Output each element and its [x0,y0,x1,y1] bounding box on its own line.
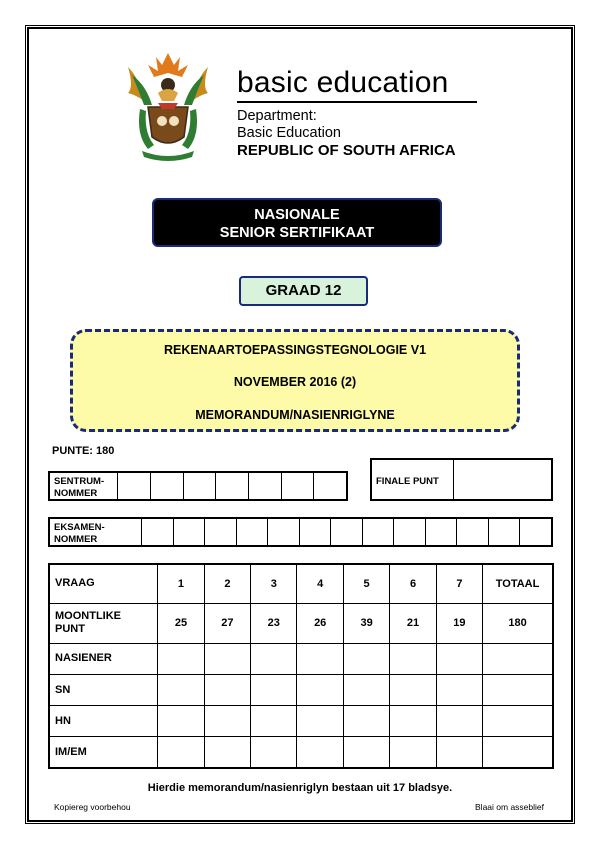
document-type: MEMORANDUM/NASIENRIGLYNE [195,408,395,422]
table-row [49,603,553,643]
centre-number-cell [249,473,282,499]
marks-table [48,563,554,769]
total-header: TOTAAL [483,564,553,603]
possible-mark-total: 180 [483,603,553,643]
exam-session: NOVEMBER 2016 (2) [233,375,357,389]
table-row [49,706,553,737]
exam-number-field [48,517,553,547]
question-number: 7 [436,564,482,603]
centre-number-label: SENTRUM- NOMMER [50,473,118,499]
table-row [49,675,553,706]
subject-title: REKENAARTOEPASSINGSTEGNOLOGIE V1 [163,343,427,357]
question-number: 1 [158,564,204,603]
brand-underline [237,101,477,103]
exam-number-cell [331,519,363,545]
exam-number-cell [426,519,458,545]
centre-number-cell [282,473,315,499]
question-number: 2 [204,564,250,603]
brand-title: basic education [237,66,449,99]
exam-number-cell [174,519,206,545]
centre-number-cell [314,473,346,499]
page-count-note: Hierdie memorandum/nasienriglyn bestaan uit 17 bladsye. [147,782,453,794]
sn-row-label: SN [49,675,158,706]
dept-label: Department: [237,108,317,124]
table-row [49,643,553,674]
exam-number-cell [237,519,269,545]
question-header-label: VRAAG [49,564,158,603]
centre-number-cell [118,473,151,499]
table-row [49,564,553,603]
exam-number-cell [363,519,395,545]
total-marks-label: PUNTE: 180 [52,445,115,457]
subject-box [70,329,520,432]
country-name: REPUBLIC OF SOUTH AFRICA [237,142,456,159]
dept-name: Basic Education [237,125,341,141]
question-number: 4 [297,564,343,603]
nss-line-1: NASIONALE [254,207,340,223]
possible-mark: 27 [204,603,250,643]
exam-number-cell [457,519,489,545]
centre-number-cell [216,473,249,499]
centre-number-cell [151,473,184,499]
table-row [49,737,553,768]
final-mark-field [370,458,553,501]
marker-row-label: NASIENER [49,643,158,674]
possible-mark: 19 [436,603,482,643]
exam-number-cell [142,519,174,545]
possible-mark: 23 [251,603,297,643]
copyright-text: Kopiereg voorbehou [54,802,131,812]
exam-number-cell [394,519,426,545]
turn-over-text: Blaai om asseblief [475,802,544,812]
exam-number-cell [205,519,237,545]
possible-marks-label: MOONTLIKE PUNT [49,603,158,643]
exam-number-label: EKSAMEN- NOMMER [50,519,142,545]
hn-row-label: HN [49,706,158,737]
possible-mark: 26 [297,603,343,643]
question-number: 6 [390,564,436,603]
centre-number-field [48,471,348,501]
exam-number-cell [268,519,300,545]
question-number: 3 [251,564,297,603]
possible-mark: 25 [158,603,204,643]
imem-row-label: IM/EM [49,737,158,768]
final-mark-cell [454,460,551,499]
nss-banner [152,198,442,247]
possible-mark: 21 [390,603,436,643]
exam-number-cell [520,519,551,545]
final-mark-label: FINALE PUNT [372,460,454,499]
question-number: 5 [343,564,389,603]
coat-of-arms-icon [118,45,218,165]
exam-number-cell [489,519,521,545]
exam-number-cell [300,519,332,545]
centre-number-cell [184,473,217,499]
grade-badge: GRAAD 12 [239,276,368,306]
nss-line-2: SENIOR SERTIFIKAAT [219,225,375,241]
possible-mark: 39 [343,603,389,643]
